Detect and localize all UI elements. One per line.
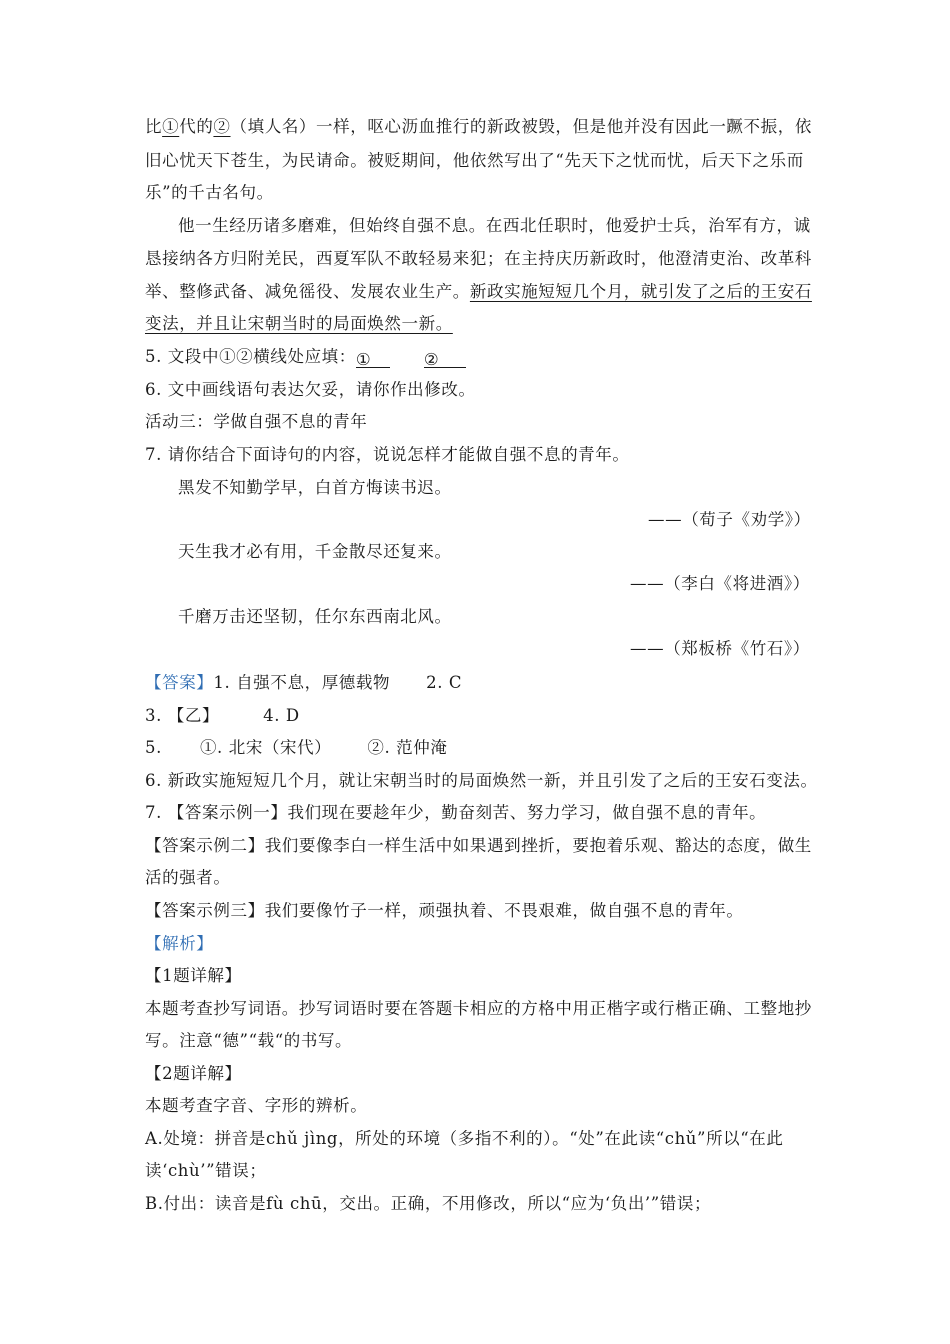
p1-mid: 代的 xyxy=(179,117,214,136)
q5-blank-1: ① xyxy=(356,349,390,368)
q5-text: 5. 文段中①②横线处应填： xyxy=(145,347,356,366)
answer-5-part1: ①. 北宋（宋代） xyxy=(199,738,332,757)
p1-prefix: 比 xyxy=(145,117,163,136)
detail-1-line2: 写。注意“德”“载“的书写。 xyxy=(145,1031,353,1050)
p2-plain-text: 举、整修武备、减免徭役、发展农业生产。 xyxy=(145,282,470,301)
q5-blank-2: ② xyxy=(424,349,466,368)
poem-source-2: ——（李白《将进酒》） xyxy=(630,574,810,593)
activity-3-heading: 活动三：学做自强不息的青年 xyxy=(145,412,368,431)
question-5 xyxy=(145,346,466,368)
detail-2-option-b: B.付出：读音是fù chū，交出。正确，不用修改，所以“应为‘负出’”错误； xyxy=(145,1194,712,1213)
poem-source-1: ——（荀子《劝学》） xyxy=(648,510,811,529)
answer-1: 1. 自强不息，厚德载物 xyxy=(213,673,391,692)
answer-line-5 xyxy=(145,737,447,759)
passage-p2-line1: 他一生经历诸多磨难，但始终自强不息。在西北任职时，他爱护士兵，治军有方，诚 xyxy=(178,216,811,235)
passage-p1-line3: 乐”的千古名句。 xyxy=(145,183,274,202)
detail-2-title: 【2题详解】 xyxy=(145,1064,242,1083)
passage-p1-line1 xyxy=(145,116,812,138)
detail-2-option-a-line1: A.处境：拼音是chǔ jìng，所处的环境（多指不利的）。“处”在此读“chǔ”所以“在此 xyxy=(145,1129,784,1148)
answer-7-example-2-line1: 【答案示例二】我们要像李白一样生活中如果遇到挫折，要抱着乐观、豁达的态度，做生 xyxy=(145,836,812,855)
underlined-sentence-part2: 变法，并且让宋朝当时的局面焕然一新。 xyxy=(145,314,453,333)
answer-tag: 【答案】 xyxy=(145,673,214,692)
answer-2: 2. C xyxy=(426,673,463,692)
answer-7-example-3: 【答案示例三】我们要像竹子一样，顽强执着、不畏艰难，做自强不息的青年。 xyxy=(145,901,744,920)
passage-p2-line3 xyxy=(145,281,812,303)
passage-p2-line4 xyxy=(145,313,453,335)
question-6: 6. 文中画线语句表达欠妥，请你作出修改。 xyxy=(145,380,476,399)
poem-verse-2: 天生我才必有用，千金散尽还复来。 xyxy=(178,542,452,561)
underlined-sentence-part1: 新政实施短短几个月，就引发了之后的王安石 xyxy=(469,282,812,301)
answer-4: 4. D xyxy=(263,706,300,725)
detail-1-line1: 本题考查抄写词语。抄写词语时要在答题卡相应的方格中用正楷字或行楷正确、工整地抄 xyxy=(145,999,812,1018)
answer-3: 3. 【乙】 xyxy=(145,706,220,725)
detail-2-intro: 本题考查字音、字形的辨析。 xyxy=(145,1096,368,1115)
answer-5-number: 5. xyxy=(145,738,162,757)
analysis-tag: 【解析】 xyxy=(145,934,214,953)
answer-6: 6. 新政实施短短几个月，就让宋朝当时的局面焕然一新，并且引发了之后的王安石变法。 xyxy=(145,771,818,790)
blank-marker-1: ① xyxy=(162,117,180,136)
poem-verse-3: 千磨万击还坚韧，任尔东西南北风。 xyxy=(178,607,452,626)
answer-line-1 xyxy=(145,672,462,694)
poem-source-3: ——（郑板桥《竹石》） xyxy=(630,639,810,658)
answer-line-2 xyxy=(145,705,300,727)
detail-2-option-a-line2: 读‘chù’”错误； xyxy=(145,1161,267,1180)
p1-rest: （填人名）一样，呕心沥血推行的新政被毁，但是他并没有因此一蹶不振，依 xyxy=(230,117,812,136)
answer-7-example-2-line2: 活的强者。 xyxy=(145,868,231,887)
detail-1-title: 【1题详解】 xyxy=(145,966,242,985)
passage-p2-line2: 恳接纳各方归附羌民，西夏军队不敢轻易来犯；在主持庆历新政时，他澄清吏治、改革科 xyxy=(145,249,812,268)
blank-marker-2: ② xyxy=(213,117,231,136)
question-7: 7. 请你结合下面诗句的内容，说说怎样才能做自强不息的青年。 xyxy=(145,445,630,464)
poem-verse-1: 黑发不知勤学早，白首方悔读书迟。 xyxy=(178,478,452,497)
passage-p1-line2: 旧心忧天下苍生，为民请命。被贬期间，他依然写出了“先天下之忧而忧，后天下之乐而 xyxy=(145,151,804,170)
answer-5-part2: ②. 范仲淹 xyxy=(367,738,448,757)
answer-7-example-1: 7. 【答案示例一】我们现在要趁年少，勤奋刻苦、努力学习，做自强不息的青年。 xyxy=(145,803,767,822)
